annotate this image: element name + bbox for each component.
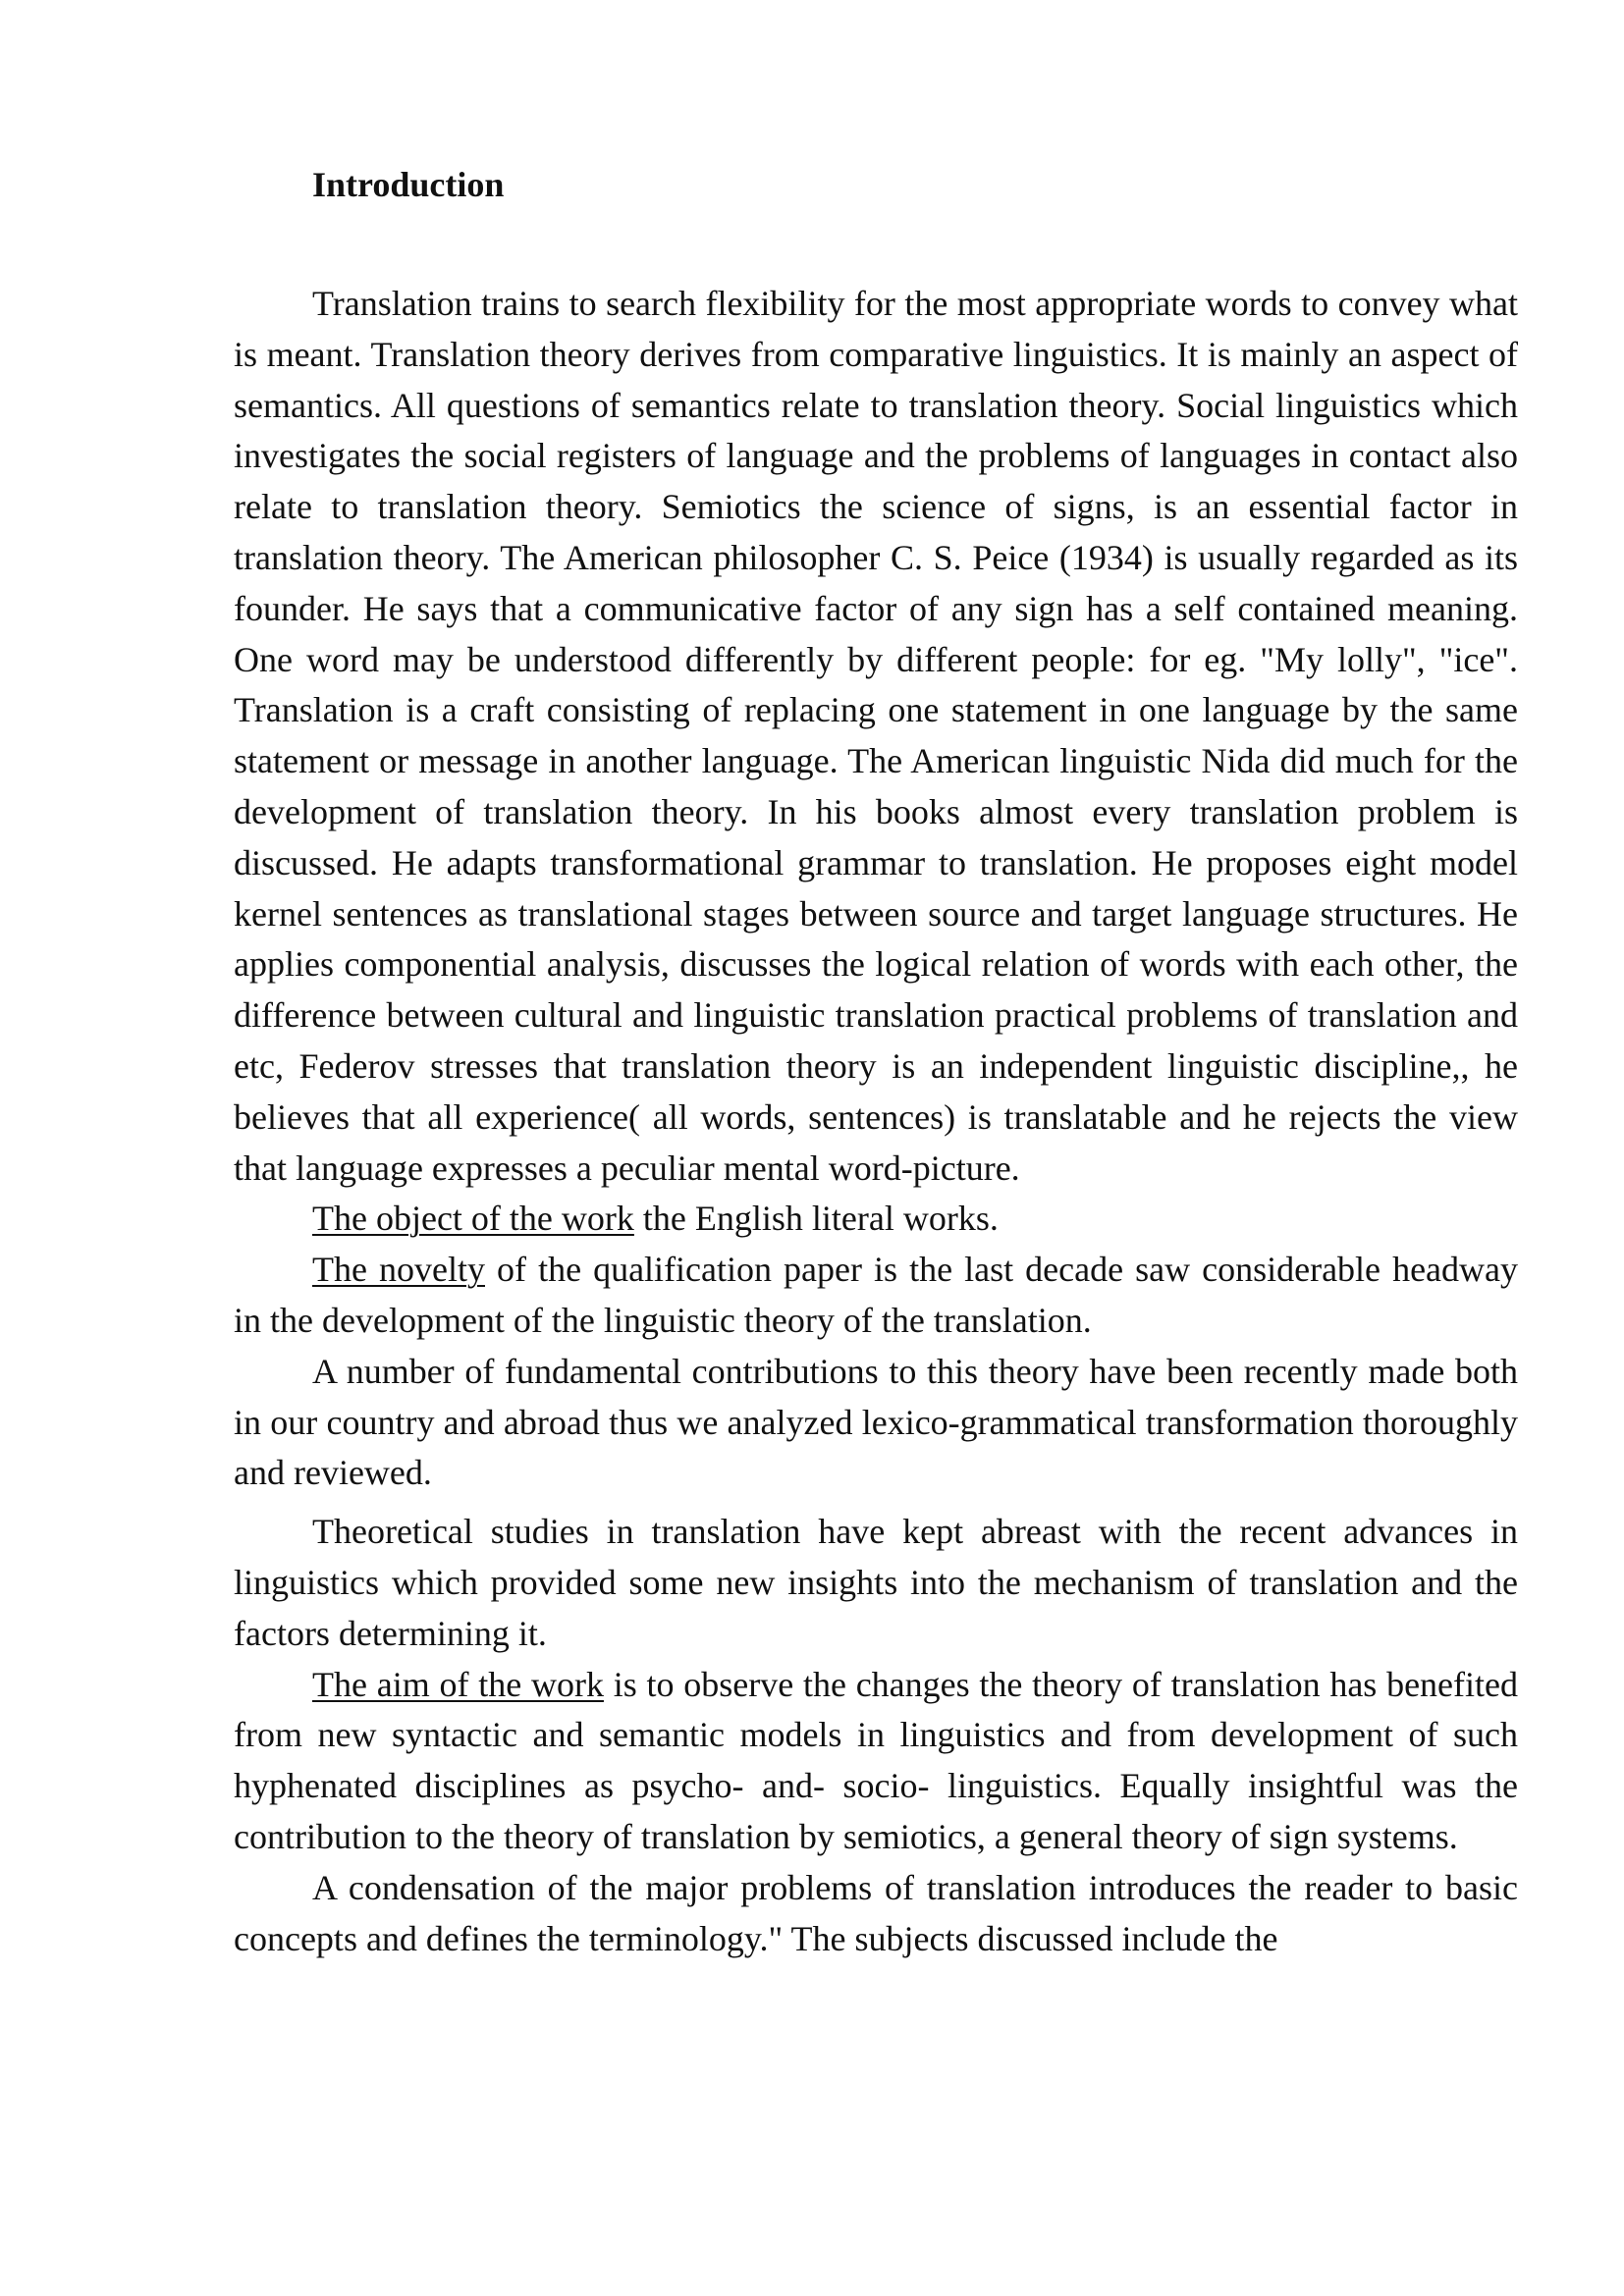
paragraph-text: Translation trains to search flexibility for the most appropriate words to convey what is meant. Translation theory derives from comparative linguistics. It is mainly an aspect of semantics. All questions of semantics relate to translation theory. Social linguistics which investigates the social registers of language and the problems of languages in contact also relate to translation theory. Semiotics the science of signs, is an essential factor in translation theory. The American philosopher C. S. Peice (1934) is usually regarded as its founder. He says that a communicative factor of any sign has a self contained meaning. One word may be understood differently by different people: for eg. "My lolly", "ice". Translation is a craft consisting of replacing one statement in one language by the same statement or message in another language. The American linguistic Nida did much for the development of translation theory. In his books almost every translation problem is discussed. He adapts transformational grammar to translation. He proposes eight model kernel sentences as translational stages between source and target language structures. He applies componential analysis, discusses the logical relation of words with each other, the difference between cultural and linguistic translation practical problems of translation and etc, Federov stresses that translation theory is an independent linguistic discipline,, he believes that all experience( all words, sentences) is translatable and he rejects the view that language expresses a peculiar mental word-picture.	[234, 284, 1518, 1188]
paragraph-text: is to observe the changes the theory of translation has benefited from new syntactic and semantic models in linguistics and from development of such hyphenated disciplines as psycho- and- socio- linguistics. Equally insightful was the contribution to the theory of translation by semiotics, a general theory of sign systems.	[234, 1664, 1519, 1856]
paragraph-theoretical-studies	[234, 1507, 1518, 1659]
paragraph-text: A condensation of the major problems of translation introduces the reader to basic concepts and defines the terminology." The subjects discussed include the	[234, 1867, 1518, 1958]
underlined-term: The object of the work	[312, 1199, 634, 1239]
section-heading: Introduction	[312, 165, 505, 204]
paragraph-text: A number of fundamental contributions to this theory have been recently made both in our country and abroad thus we analyzed lexico-grammatical transformation thoroughly and reviewed.	[234, 1351, 1518, 1493]
paragraph-text: Theoretical studies in translation have kept abreast with the recent advances in linguistics which provided some new insights into the mechanism of translation and the factors determining it.	[234, 1512, 1518, 1653]
paragraph-novelty	[234, 1245, 1518, 1347]
paragraph-condensation	[234, 1863, 1518, 1965]
underlined-term: The aim of the work	[312, 1664, 604, 1704]
paragraph-text: of the qualification paper is the last decade saw considerable headway in the development of the linguistic theory of the translation.	[234, 1250, 1518, 1340]
paragraph-contributions	[234, 1347, 1518, 1499]
paragraph-aim	[234, 1660, 1518, 1863]
paragraph-intro	[234, 279, 1518, 1194]
paragraph-text: the English literal works.	[633, 1199, 999, 1239]
underlined-term: The novelty	[312, 1250, 485, 1290]
paragraph-object	[234, 1194, 1518, 1245]
body-text	[234, 279, 1518, 1964]
